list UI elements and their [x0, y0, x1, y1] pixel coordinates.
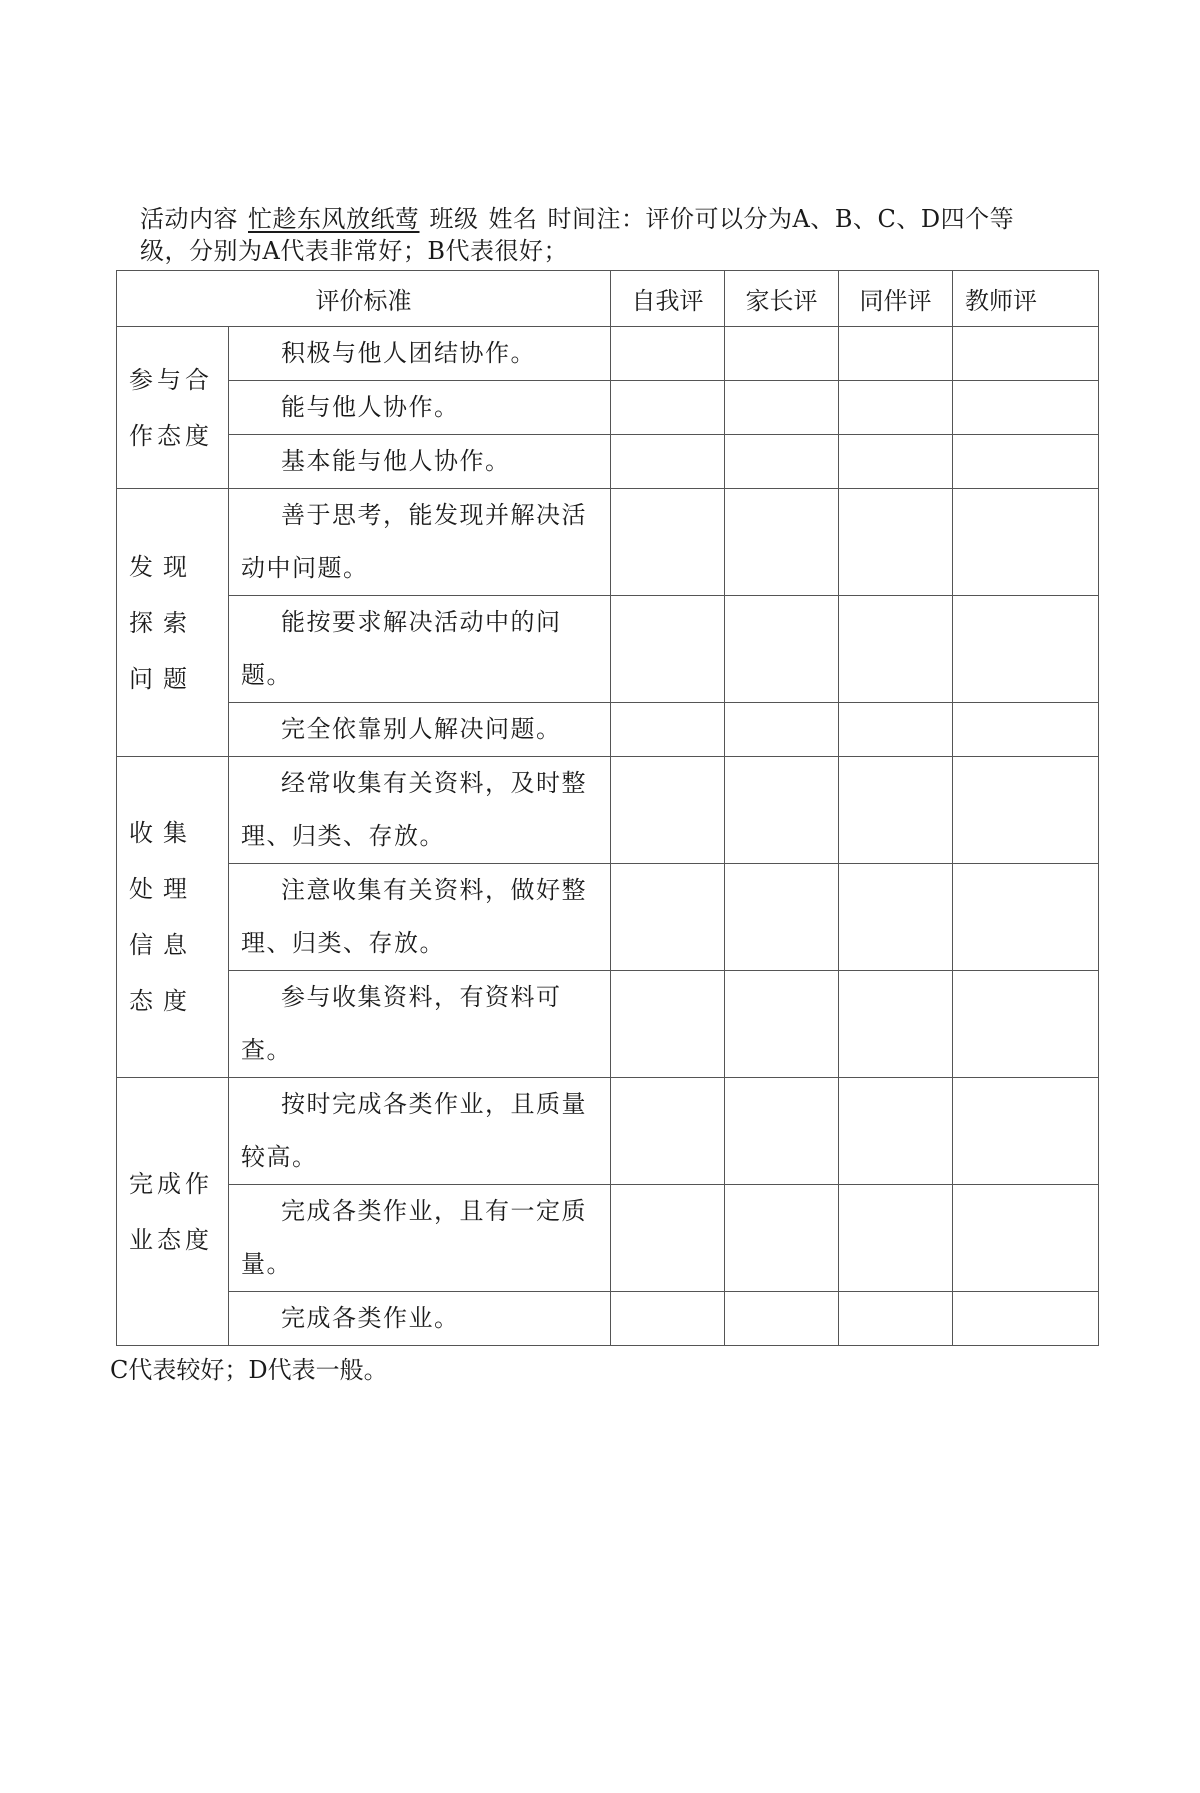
evaluation-table: [116, 270, 1099, 1346]
parent-eval-cell[interactable]: [725, 381, 839, 435]
grading-note: 时间注：评价可以分为A、B、C、D四个等: [547, 205, 1015, 233]
table-header-row: [117, 271, 1099, 327]
self-eval-cell[interactable]: [611, 757, 725, 864]
peer-eval-cell[interactable]: [839, 1185, 953, 1292]
criterion-cell: 积极与他人团结协作。: [229, 327, 611, 381]
criterion-cell: 注意收集有关资料，做好整理、归类、存放。: [229, 864, 611, 971]
category-cell: 参与合作态度: [117, 327, 229, 489]
activity-label: 活动内容: [140, 205, 238, 233]
criterion-cell: 基本能与他人协作。: [229, 435, 611, 489]
header-teacher: 教师评: [953, 271, 1099, 327]
self-eval-cell[interactable]: [611, 435, 725, 489]
peer-eval-cell[interactable]: [839, 1078, 953, 1185]
teacher-eval-cell[interactable]: [953, 757, 1099, 864]
table-row: [117, 596, 1099, 703]
table-row: [117, 703, 1099, 757]
teacher-eval-cell[interactable]: [953, 864, 1099, 971]
parent-eval-cell[interactable]: [725, 864, 839, 971]
peer-eval-cell[interactable]: [839, 971, 953, 1078]
teacher-eval-cell[interactable]: [953, 1078, 1099, 1185]
criterion-cell: 完成各类作业，且有一定质量。: [229, 1185, 611, 1292]
self-eval-cell[interactable]: [611, 489, 725, 596]
self-eval-cell[interactable]: [611, 1078, 725, 1185]
header-criteria: 评价标准: [117, 271, 611, 327]
teacher-eval-cell[interactable]: [953, 381, 1099, 435]
peer-eval-cell[interactable]: [839, 381, 953, 435]
parent-eval-cell[interactable]: [725, 596, 839, 703]
grading-footnote: C代表较好；D代表一般。: [110, 1356, 388, 1384]
table-row: [117, 1292, 1099, 1346]
parent-eval-cell[interactable]: [725, 489, 839, 596]
table-row: [117, 489, 1099, 596]
table-row: [117, 864, 1099, 971]
criterion-cell: 完成各类作业。: [229, 1292, 611, 1346]
criterion-cell: 能与他人协作。: [229, 381, 611, 435]
criterion-cell: 参与收集资料，有资料可查。: [229, 971, 611, 1078]
criterion-cell: 能按要求解决活动中的问题。: [229, 596, 611, 703]
parent-eval-cell[interactable]: [725, 1078, 839, 1185]
category-cell: 发现探索问题: [117, 489, 229, 757]
parent-eval-cell[interactable]: [725, 1292, 839, 1346]
activity-header: [140, 203, 1090, 267]
teacher-eval-cell[interactable]: [953, 489, 1099, 596]
parent-eval-cell[interactable]: [725, 757, 839, 864]
peer-eval-cell[interactable]: [839, 757, 953, 864]
header-self: 自我评: [611, 271, 725, 327]
self-eval-cell[interactable]: [611, 327, 725, 381]
criterion-cell: 完全依靠别人解决问题。: [229, 703, 611, 757]
table-row: [117, 971, 1099, 1078]
teacher-eval-cell[interactable]: [953, 703, 1099, 757]
parent-eval-cell[interactable]: [725, 1185, 839, 1292]
teacher-eval-cell[interactable]: [953, 971, 1099, 1078]
self-eval-cell[interactable]: [611, 596, 725, 703]
self-eval-cell[interactable]: [611, 1185, 725, 1292]
parent-eval-cell[interactable]: [725, 327, 839, 381]
parent-eval-cell[interactable]: [725, 435, 839, 489]
peer-eval-cell[interactable]: [839, 864, 953, 971]
header-peer: 同伴评: [839, 271, 953, 327]
peer-eval-cell[interactable]: [839, 435, 953, 489]
self-eval-cell[interactable]: [611, 971, 725, 1078]
table-row: [117, 1078, 1099, 1185]
teacher-eval-cell[interactable]: [953, 1292, 1099, 1346]
category-cell: 完成作业态度: [117, 1078, 229, 1346]
table-row: [117, 435, 1099, 489]
table-row: [117, 327, 1099, 381]
peer-eval-cell[interactable]: [839, 596, 953, 703]
header-parent: 家长评: [725, 271, 839, 327]
class-label: 班级: [429, 205, 479, 233]
self-eval-cell[interactable]: [611, 381, 725, 435]
activity-title: 忙趁东风放纸莺: [248, 205, 420, 233]
peer-eval-cell[interactable]: [839, 703, 953, 757]
criterion-cell: 善于思考，能发现并解决活动中问题。: [229, 489, 611, 596]
table-row: [117, 1185, 1099, 1292]
criterion-cell: 按时完成各类作业，且质量较高。: [229, 1078, 611, 1185]
teacher-eval-cell[interactable]: [953, 1185, 1099, 1292]
teacher-eval-cell[interactable]: [953, 435, 1099, 489]
table-row: [117, 381, 1099, 435]
peer-eval-cell[interactable]: [839, 1292, 953, 1346]
name-label: 姓名: [488, 205, 538, 233]
peer-eval-cell[interactable]: [839, 489, 953, 596]
criterion-cell: 经常收集有关资料，及时整理、归类、存放。: [229, 757, 611, 864]
category-cell: 收集处理信息态度: [117, 757, 229, 1078]
teacher-eval-cell[interactable]: [953, 596, 1099, 703]
parent-eval-cell[interactable]: [725, 703, 839, 757]
teacher-eval-cell[interactable]: [953, 327, 1099, 381]
table-row: [117, 757, 1099, 864]
grading-note-line2: 级，分别为A代表非常好；B代表很好；: [140, 237, 568, 265]
self-eval-cell[interactable]: [611, 864, 725, 971]
self-eval-cell[interactable]: [611, 1292, 725, 1346]
parent-eval-cell[interactable]: [725, 971, 839, 1078]
self-eval-cell[interactable]: [611, 703, 725, 757]
peer-eval-cell[interactable]: [839, 327, 953, 381]
